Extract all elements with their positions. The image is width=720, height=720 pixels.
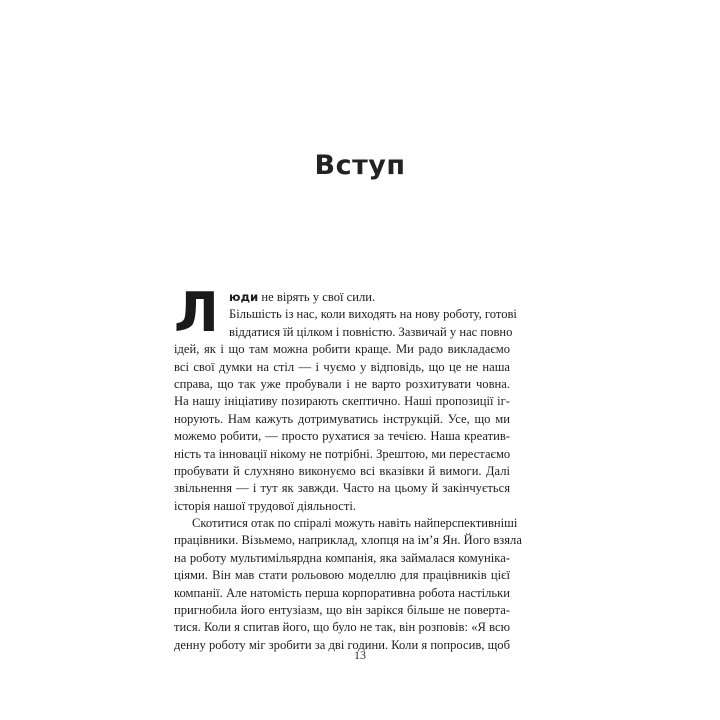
text-line: справа, що так уже пробували і не варто розхитувати човна. — [174, 376, 510, 391]
text-line: компанії. Але натомість перша корпоративна робота настільки — [174, 585, 510, 600]
lead-word: юди — [229, 290, 259, 304]
drop-cap: Л — [174, 281, 219, 344]
text-line: норують. Нам кажуть дотримуватись інструкцій. Усе, що ми — [174, 411, 510, 426]
text-line: пригнобила його ентузіазм, що він зарікся більше не поверта- — [174, 603, 510, 618]
text-line: на роботу мультимільярдна компанія, яка займалася комуніка- — [174, 550, 510, 565]
text-line: звільнення — і тут як завжди. Часто на цьому й закінчується — [174, 481, 510, 496]
text-line: Більшість із нас, коли виходять на нову роботу, готові — [229, 307, 517, 322]
text-line: На нашу ініціативу позирають скептично. Наші пропозиції іг- — [174, 394, 510, 409]
text-line: працівники. Візьмемо, наприклад, хлопця на ім’я Ян. Його взяла — [174, 533, 522, 548]
text-line: ність та інновації нікому не потрібні. Зрештою, ми перестаємо — [174, 446, 511, 461]
text-line: віддатися їй цілком і повністю. Зазвичай у нас повно — [229, 324, 513, 339]
text-line: ціями. Він мав стати рольовою моделлю для працівників цієї — [174, 568, 510, 583]
text-line: можемо робити, — просто рухатися за течією. Наша креатив- — [174, 429, 510, 444]
text-line: Скотитися отак по спіралі можуть навіть найперспективніші — [192, 516, 518, 531]
body-text — [174, 281, 522, 654]
text-line: історія нашої трудової діяльності. — [174, 498, 357, 513]
text-line: ідей, як і що там можна робити краще. Ми радо викладаємо — [174, 342, 510, 357]
text-line: пробувати й слухняно виконуємо всі вказівки й вимоги. Далі — [174, 463, 510, 478]
text-line: всі свої думки на стіл — і чуємо у відповідь, що це не наша — [174, 359, 510, 374]
page-number: 13 — [354, 648, 366, 662]
text-line: тися. Коли я спитав його, що було не так, він розповів: «Я всю — [174, 620, 510, 635]
text-line: денну роботу міг зробити за дві години. Коли я попросив, щоб — [174, 637, 510, 652]
chapter-title: Вступ — [314, 150, 406, 181]
text-line: юди не вірять у свої сили. — [229, 290, 376, 304]
